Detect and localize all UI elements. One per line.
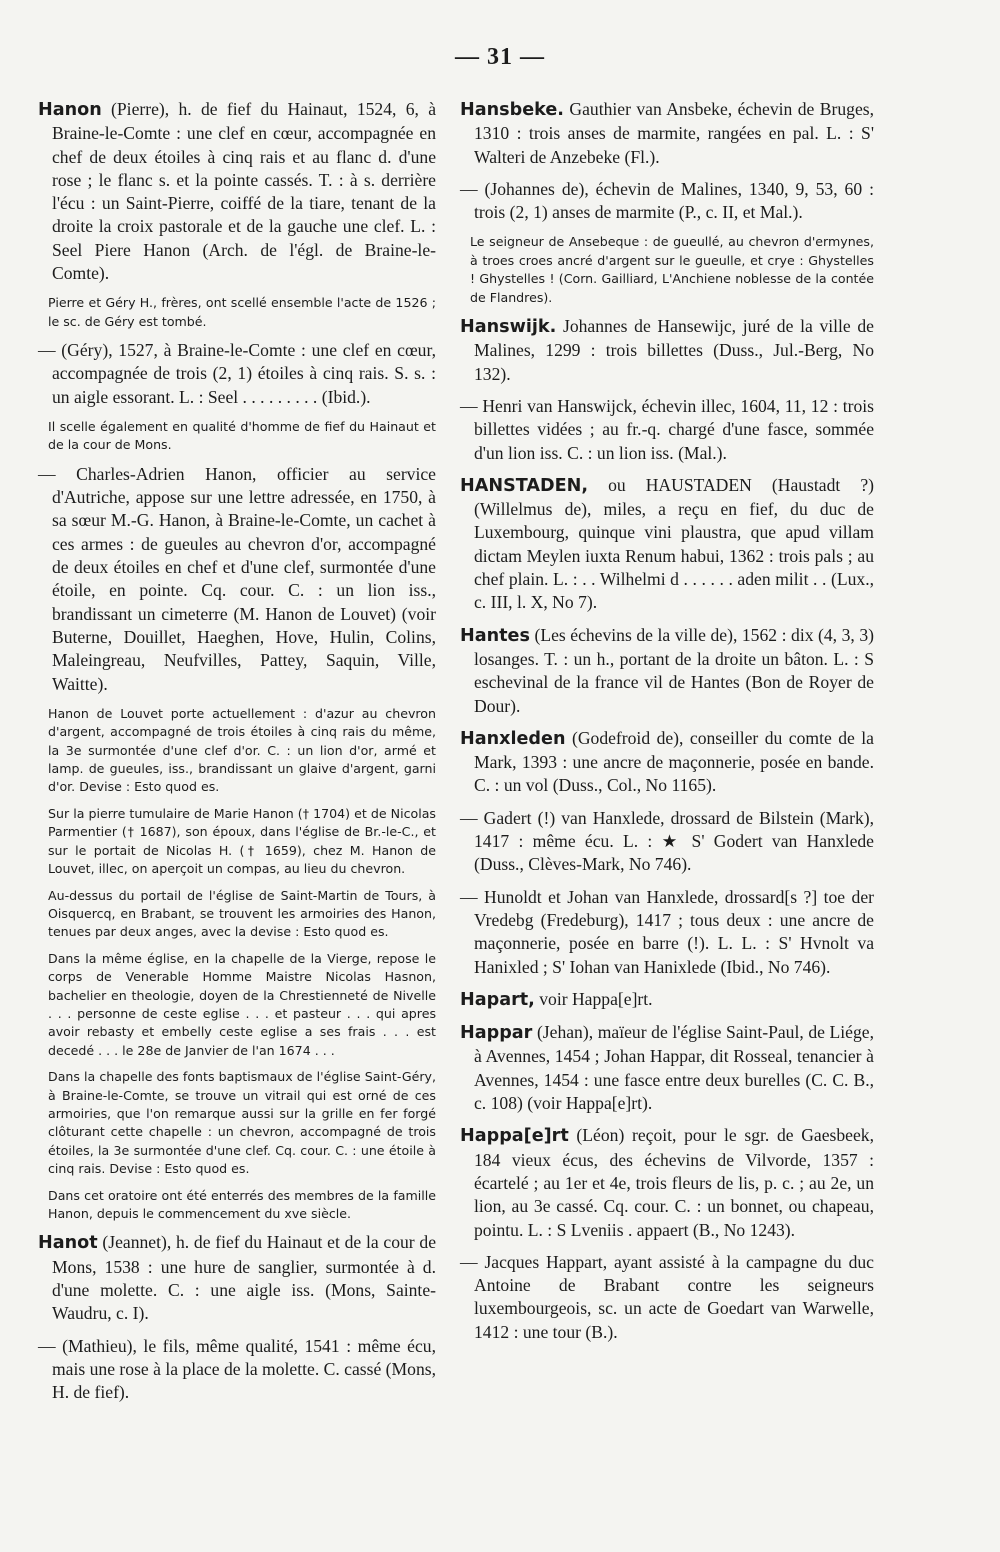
entry-paragraph [38,339,436,409]
entry-text: ou HAUSTADEN (Haustadt ?) (Willelmus de), miles, a reçu en fief, du duc de Luxembourg, quinque vini plaustra, que apud villam dictam Meylen iuxta Renum habui, 1362 : trois pals ; au chef plain. L. : . . Wilhelmi d . . . . . . aden milit . . (Lux., c. III, l. X, No 7). [474,474,874,613]
entry-text: Pierre et Géry H., frères, ont scellé ensemble l'acte de 1526 ; le sc. de Géry est tombé. [48,295,436,329]
entry-paragraph [460,178,874,225]
entry-heading: Hanon [38,100,102,120]
entry-text: Il scelle également en qualité d'homme de fief du Hainaut et de la cour de Mons. [48,419,436,453]
footnote-paragraph [38,887,436,942]
entry-text: — Gadert (!) van Hanxlede, drossard de Bilstein (Mark), 1417 : même écu. L. : ★ S' Godert van Hanxlede (Duss., Clèves-Mark, No 746). [460,807,874,875]
entry-text: (Godefroid de), conseiller du comte de la Mark, 1393 : une ancre de maçonnerie, posée en bande. C. : un vol (Duss., Col., No 1165). [474,727,874,796]
entry-paragraph [38,98,436,285]
entry-paragraph [460,98,874,169]
entry-heading: Hanswijk. [460,317,557,338]
entry-heading: Hanxleden [460,728,566,749]
entry-text: (Jehan), maïeur de l'église Saint-Paul, de Liége, à Avennes, 1454 ; Johan Happar, dit Rosseal, tenancier à Avennes, 1454 : une fasce entre deux burelles (C. C. B., c. 108) (voir Happa[e]rt). [474,1022,874,1114]
entry-text: (Pierre), h. de fief du Hainaut, 1524, 6, à Braine-le-Comte : une clef en cœur, accompagnée en chef de deux étoiles à cinq rais et au flanc d. d'une rose ; le flanc s. et la pointe cassés. T. : à s. derrière l'écu : un Saint-Pierre, coiffé de la tiare, tenant de la droite la croix pastorale et de la gauche une clef. L. : Seel Piere Hanon (Arch. de l'égl. de Braine-le-Comte). [52,99,436,284]
entry-text: — (Johannes de), échevin de Malines, 1340, 9, 53, 60 : trois (2, 1) anses de marmite (P., c. II, et Mal.). [460,178,874,223]
footnote-paragraph [38,418,436,455]
right-column [460,98,874,1353]
entry-text: Dans cet oratoire ont été enterrés des membres de la famille Hanon, depuis le commencement du xve siècle. [48,1187,436,1222]
entry-heading: Hanot [38,1233,98,1254]
entry-heading: HANSTADEN, [460,475,589,496]
entry-text: voir Happa[e]rt. [534,988,653,1009]
entry-text: Dans la même église, en la chapelle de la Vierge, repose le corps de Venerable Homme Maistre Nicolas Hasnon, bachelier en theologie, doyen de la Chrestienneté de Nivelle . . . personne de ceste eglise . . . et pasteur . . . qui apres avoir rebasty et embelly ceste eglise a ses frais . . . est decedé . . . le 28e de Janvier de l'an 1674 . . . [48,950,436,1058]
entry-text: Hanon de Louvet porte actuellement : d'azur au chevron d'argent, accompagné de trois étoiles à cinq rais du même, la 3e surmontée d'une clef d'or. C. : un lion d'or, armé et lamp. de gueules, iss., brandissant un glaive d'argent, garni d'or. Devise : Esto quod es. [48,705,436,795]
entry-heading: Hapart, [460,989,535,1010]
entry-paragraph [460,988,874,1012]
entry-text: Sur la pierre tumulaire de Marie Hanon († 1704) et de Nicolas Parmentier († 1687), son époux, dans l'église de Br.-le-C., et sur le portait de Nicolas H. († 1659), chez M. Hanon de Louvet, illec, on aperçoit un compas, au lieu du chevron. [48,805,436,877]
footnote-paragraph [38,950,436,1060]
page-number: — 31 — [455,44,545,70]
entry-text: Le seigneur de Ansebeque : de gueullé, au chevron d'ermynes, à troes croes ancré d'argent sur le gueulle, et crye : Ghystelles ! Ghystelles ! (Corn. Gailliard, L'Anchiene noblesse de la contée de Flandres). [470,234,874,305]
entry-paragraph [38,1335,436,1405]
footnote-paragraph [38,805,436,879]
entry-text: Johannes de Hansewijc, juré de la ville de Malines, 1299 : trois billettes (Duss., Jul.-Berg, No 132). [474,316,874,384]
entry-paragraph [460,727,874,798]
entry-heading: Happa[e]rt [460,1126,569,1147]
entry-text: (Jeannet), h. de fief du Hainaut et de la cour de Mons, 1538 : une hure de sanglier, surmontée à d. d'une molette. C. : une aigle iss. (Mons, Sainte-Waudru, c. I). [52,1232,436,1324]
entry-paragraph [460,474,874,615]
left-column [38,98,436,1414]
entry-paragraph [460,395,874,465]
entry-text: Gauthier van Ansbeke, échevin de Bruges, 1310 : trois anses de marmite, rangées en pal. L. : S' Walteri de Anzebeke (Fl.). [474,99,874,167]
entry-text: — Henri van Hanswijck, échevin illec, 1604, 11, 12 : trois billettes vidées ; au fr.-q. chargé d'une fasce, sommée d'un lion iss. C. : un lion iss. (Mal.). [460,396,874,463]
entry-text: — Jacques Happart, ayant assisté à la campagne du duc Antoine de Brabant contre les seigneurs luxembourgeois, sc. un acte de Goedart van Warwelle, 1412 : une tour (B.). [460,1251,874,1342]
footnote-paragraph [38,294,436,331]
footnote-paragraph [460,233,874,307]
entry-heading: Hansbeke. [460,100,564,120]
entry-text: — Hunoldt et Johan van Hanxlede, drossard[s ?] toe der Vredebg (Fredeburg), 1417 ; tous deux : une ancre de maçonnerie, posée en barre (!). L. L. : S' Hvnolt va Hanixled ; S' Iohan van Hanixlede (Ibid., No 746). [460,886,874,977]
footnote-paragraph [38,705,436,797]
entry-text: — (Géry), 1527, à Braine-le-Comte : une clef en cœur, accompagnée de trois (2, 1) étoiles à cinq rais. S. s. : un aigle essorant. L. : Seel . . . . . . . . . (Ibid.). [38,340,436,407]
entry-paragraph [460,624,874,718]
footnote-paragraph [38,1068,436,1178]
entry-paragraph [460,1251,874,1344]
entry-paragraph [460,807,874,877]
entry-paragraph [460,886,874,979]
footnote-paragraph [38,1187,436,1224]
entry-text: Dans la chapelle des fonts baptismaux de l'église Saint-Géry, à Braine-le-Comte, se trouve un vitrail qui est orné de ces armoiries, que l'on remarque aussi sur la grille en fer forgé clôturant cette chapelle : un chevron, accompagné de trois étoiles, la 3e surmontée d'une clef. Cq. cour. C. : une étoile à cinq rais. Devise : Esto quod es. [48,1069,436,1177]
entry-heading: Happar [460,1023,533,1044]
entry-paragraph [38,463,436,696]
entry-paragraph [460,315,874,386]
entry-text: — Charles-Adrien Hanon, officier au service d'Autriche, appose sur une lettre adressée, en 1750, à sa sœur M.-G. Hanon, à Braine-le-Comte, un cachet à ces armes : de gueules au chevron d'or, accompagné de deux étoiles en chef et d'une clef, surmontée d'une étoile, en pointe. Cq. cour. C. : un lion iss., brandissant un cimeterre (M. Hanon de Louvet) (voir Buterne, Douillet, Haeghen, Hove, Hulin, Colins, Maleingreau, Neufvilles, Pattey, Saquin, Ville, Waitte). [38,463,436,694]
entry-paragraph [460,1021,874,1115]
entry-heading: Hantes [460,625,530,646]
entry-paragraph [38,1231,436,1325]
entry-text: (Léon) reçoit, pour le sgr. de Gaesbeek, 184 vieux écus, des échevins de Vilvorde, 1357 : écartelé ; au 1er et 4e, trois fleurs de lis, p. c. ; au 2e, un lion, au 3e cassé. Cq. cour. C. : un bonnet, ou chapeau, pointu. L. : S Lveniis . appaert (B., No 1243). [474,1125,874,1240]
entry-text: — (Mathieu), le fils, même qualité, 1541 : même écu, mais une rose à la place de la molette. C. cassé (Mons, H. de fief). [38,1335,437,1403]
entry-text: Au-dessus du portail de l'église de Saint-Martin de Tours, à Oisquercq, en Brabant, se trouvent les armoiries des Hanon, tenues par deux anges, avec la devise : Esto quod es. [48,887,436,940]
entry-paragraph [460,1124,874,1241]
entry-text: (Les échevins de la ville de), 1562 : dix (4, 3, 3) losanges. T. : un h., portant de la droite un bâton. L. : S eschevinal de la france vil de Hantes (Bon de Royer de Dour). [474,624,874,716]
